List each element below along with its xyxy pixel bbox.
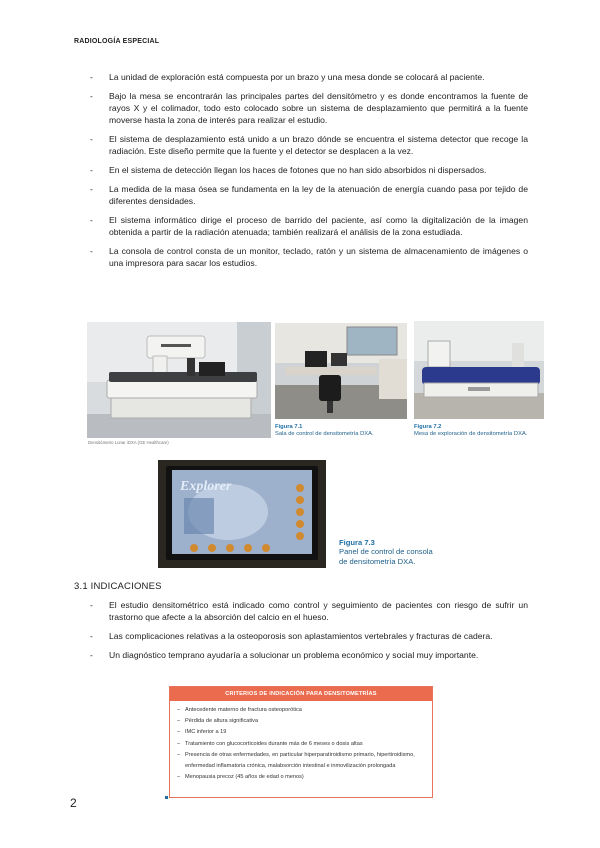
bullet-dash: - [90,72,93,82]
criteria-item: – Antecedente materno de fractura osteoporótica [177,707,302,713]
list-item: - El estudio densitométrico está indicado como control y seguimiento de pacientes con riesgo de sufrir un trastorno que afecte a la absorción del calcio en el hueso. [90,600,528,622]
running-head: RADIOLOGÍA ESPECIAL [74,38,160,45]
list-item: - La unidad de exploración está compuesta por un brazo y una mesa donde se colocará al paciente. [90,72,485,82]
bullet-dash: - [90,133,93,144]
intro-bullet-list [90,72,528,277]
bullet-dash: - [90,184,93,195]
figure-7-1-caption: Figura 7.1 Sala de control de densitometría DXA. [275,424,374,438]
list-item: - En el sistema de detección llegan los haces de fotones que no han sido absorbidos ni dispersados. [90,164,487,175]
exploration-table-photo [414,321,544,419]
bullet-dash: - [90,650,93,661]
indications-bullet-list [90,600,528,670]
page-number: 2 [70,796,77,810]
console-panel-photo [158,460,326,568]
criteria-list [170,701,432,783]
criteria-item: – Menopausia precoz (45 años de edad o menos) [177,774,304,781]
list-item: - El sistema informático dirige el proceso de barrido del paciente, así como la digitalización de la imagen obtenida a partir de la radiación atenuada; también realizará el análisis de la zona estudiada. [90,215,528,237]
criteria-item: – IMC inferior a 19 [177,729,227,736]
photo-credit: Densitómetro Lunar iDXA (GE Healthcare) [88,440,169,445]
bullet-dash: - [90,246,93,257]
bullet-dash: - [90,215,93,226]
criteria-box [169,686,433,798]
list-item: - Bajo la mesa se encontrarán las principales partes del densitómetro y es donde encontramos la fuente de rayos X y el colimador, todo esto colocado sobre un sistema de desplazamiento que permitirá a la fuente moverse hasta la zona de interés para realizar el estudio. [90,91,528,125]
figure-7-3-caption: Figura 7.3 Panel de control de consola de densitometría DXA. [339,538,433,566]
criteria-title: CRITERIOS DE INDICACIÓN PARA DENSITOMETRÍAS [170,687,432,701]
list-item: - Las complicaciones relativas a la osteoporosis son aplastamientos vertebrales y fracturas de cadera. [90,630,493,641]
console-screen-text: Explorer [180,479,232,494]
bullet-dash: - [90,630,93,641]
list-item: - El sistema de desplazamiento está unido a un brazo dónde se encuentra el sistema detector que recoge la radiación. Este diseño permite que la fuente y el detector se desplacen a la vez. [90,133,528,156]
control-room-photo [275,323,407,419]
decorative-square [165,796,168,799]
criteria-item: – Pérdida de altura significativa [177,718,259,725]
list-item: - La medida de la masa ósea se fundamenta en la ley de la atenuación de energía cuando pasa por tejido de diferentes densidades. [90,184,528,206]
list-item: - Un diagnóstico temprano ayudaría a solucionar un problema económico y social muy importante. [90,650,479,661]
bullet-dash: - [90,91,93,102]
bullet-dash: - [90,164,93,175]
criteria-item: – Tratamiento con glucocorticoides durante más de 6 meses o dosis altas [177,740,363,747]
criteria-item: – Presencia de otras enfermedades, en particular hiperparatiroidismo primario, hipertiroidismo, enfermedad inflamatoria crónica, malabsorción intestinal e inmovilización prolongada [177,751,415,770]
densitometer-photo [87,322,271,438]
bullet-dash: - [90,600,93,610]
section-heading: 3.1 INDICACIONES [74,581,162,592]
list-item: - La consola de control consta de un monitor, teclado, ratón y un sistema de almacenamiento de imágenes o una impresora para sacar los estudios. [90,246,528,268]
figure-7-2-caption: Figura 7.2 Mesa de exploración de densitometría DXA. [414,424,528,438]
